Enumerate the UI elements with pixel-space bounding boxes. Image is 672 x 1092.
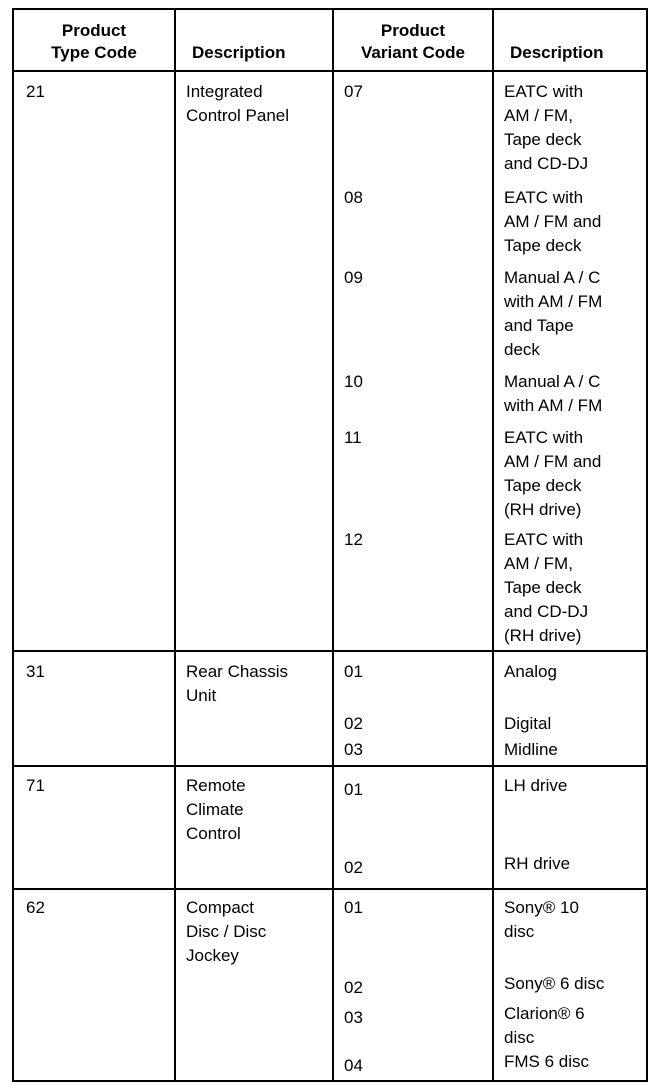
variant-description-cell: LH drive: [504, 776, 568, 795]
header-product-type-code: Product Type Code: [51, 21, 137, 62]
type-code-cell: 31: [26, 662, 45, 681]
variant-description-cell: EATC with AM / FM, Tape deck and CD-DJ: [504, 82, 589, 173]
variant-code-cell: 08: [344, 188, 363, 207]
type-code-cell: 71: [26, 776, 45, 795]
variant-description-cell: EATC with AM / FM, Tape deck and CD-DJ (RH drive): [504, 530, 589, 645]
type-description-cell: Remote Climate Control: [186, 776, 246, 843]
column-divider: [174, 10, 176, 1080]
header-description: Description: [192, 43, 286, 62]
type-description-cell: Compact Disc / Disc Jockey: [186, 898, 267, 965]
variant-description-cell: Sony® 6 disc: [504, 974, 605, 993]
type-code-cell: 62: [26, 898, 45, 917]
variant-code-cell: 12: [344, 530, 363, 549]
header-description: Description: [510, 43, 604, 62]
variant-description-cell: Analog: [504, 662, 557, 681]
variant-code-cell: 01: [344, 662, 363, 681]
column-divider: [492, 10, 494, 1080]
variant-code-cell: 01: [344, 780, 363, 799]
variant-code-cell: 02: [344, 714, 363, 733]
variant-code-cell: 02: [344, 978, 363, 997]
group-divider: [14, 650, 646, 652]
column-divider: [332, 10, 334, 1080]
variant-code-cell: 11: [344, 428, 362, 447]
variant-description-cell: FMS 6 disc: [504, 1052, 590, 1071]
variant-description-cell: Clarion® 6 disc: [504, 1004, 585, 1047]
variant-description-cell: EATC with AM / FM and Tape deck (RH drive): [504, 428, 602, 519]
variant-description-cell: Sony® 10 disc: [504, 898, 579, 941]
variant-code-cell: 07: [344, 82, 363, 101]
header-product-variant-code: Product Variant Code: [361, 21, 465, 62]
type-description-cell: Rear Chassis Unit: [186, 662, 289, 705]
variant-description-cell: RH drive: [504, 854, 571, 873]
group-divider: [14, 765, 646, 767]
variant-description-cell: Manual A / C with AM / FM and Tape deck: [504, 268, 603, 359]
variant-description-cell: Manual A / C with AM / FM: [504, 372, 603, 415]
group-divider: [14, 888, 646, 890]
type-description-cell: Integrated Control Panel: [186, 82, 290, 125]
variant-description-cell: Midline: [504, 740, 558, 759]
type-code-cell: 21: [26, 82, 45, 101]
variant-description-cell: EATC with AM / FM and Tape deck: [504, 188, 602, 255]
variant-code-cell: 09: [344, 268, 363, 287]
variant-code-cell: 03: [344, 1008, 363, 1027]
variant-description-cell: Digital: [504, 714, 552, 733]
variant-code-cell: 04: [344, 1056, 363, 1075]
variant-code-cell: 03: [344, 740, 363, 759]
header-divider: [14, 70, 646, 72]
variant-code-cell: 10: [344, 372, 363, 391]
variant-code-cell: 01: [344, 898, 363, 917]
product-code-table: [12, 8, 648, 1082]
variant-code-cell: 02: [344, 858, 363, 877]
